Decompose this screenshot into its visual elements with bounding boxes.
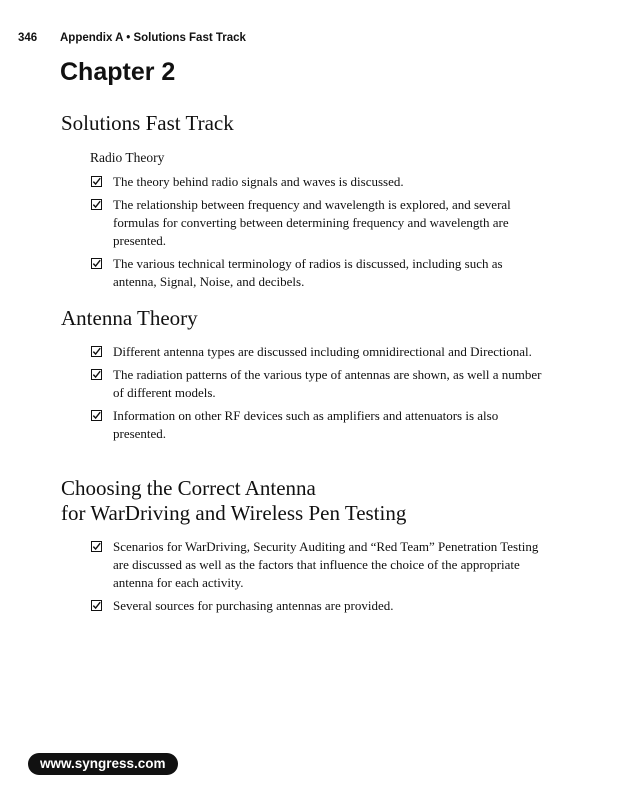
bullet-text: Several sources for purchasing antennas are provided. xyxy=(113,598,394,613)
checked-box-icon xyxy=(91,541,102,552)
bullet-list-radio-theory xyxy=(91,173,546,296)
list-item xyxy=(91,173,546,191)
footer-website-link[interactable]: www.syngress.com xyxy=(28,753,178,775)
checked-box-icon xyxy=(91,346,102,357)
list-item xyxy=(91,255,546,291)
checked-box-icon xyxy=(91,258,102,269)
section-title-solutions-fast-track: Solutions Fast Track xyxy=(61,111,234,135)
list-item xyxy=(91,407,546,443)
list-item xyxy=(91,597,546,615)
bullet-list-antenna-theory xyxy=(91,343,546,448)
bullet-text: The relationship between frequency and wavelength is explored, and several formulas for converting between determining frequency and wavelength are presented. xyxy=(113,197,511,248)
bullet-list-choosing-antenna xyxy=(91,538,546,620)
checked-box-icon xyxy=(91,410,102,421)
bullet-text: The radiation patterns of the various type of antennas are shown, as well a number of different models. xyxy=(113,367,542,400)
section-title-choosing-antenna xyxy=(61,476,406,526)
page-number: 346 xyxy=(18,32,38,44)
checked-box-icon xyxy=(91,199,102,210)
list-item xyxy=(91,538,546,592)
bullet-text: The various technical terminology of radios is discussed, including such as antenna, Signal, Noise, and decibels. xyxy=(113,256,503,289)
bullet-text: Different antenna types are discussed including omnidirectional and Directional. xyxy=(113,344,532,359)
section-title-antenna-theory: Antenna Theory xyxy=(61,306,198,330)
bullet-text: The theory behind radio signals and waves is discussed. xyxy=(113,174,404,189)
subheading-radio-theory: Radio Theory xyxy=(90,150,165,165)
running-header xyxy=(18,32,246,44)
list-item xyxy=(91,196,546,250)
chapter-title: Chapter 2 xyxy=(60,58,176,86)
list-item xyxy=(91,343,546,361)
list-item xyxy=(91,366,546,402)
bullet-text: Scenarios for WarDriving, Security Auditing and “Red Team” Penetration Testing are discussed as well as the factors that influence the choice of the appropriate antenna for each activity. xyxy=(113,539,539,590)
section-title-line-1: Choosing the Correct Antenna xyxy=(61,476,316,500)
checked-box-icon xyxy=(91,600,102,611)
checked-box-icon xyxy=(91,176,102,187)
running-title: Appendix A • Solutions Fast Track xyxy=(60,32,246,44)
section-title-line-2: for WarDriving and Wireless Pen Testing xyxy=(61,501,407,525)
bullet-text: Information on other RF devices such as amplifiers and attenuators is also presented. xyxy=(113,408,499,441)
checked-box-icon xyxy=(91,369,102,380)
